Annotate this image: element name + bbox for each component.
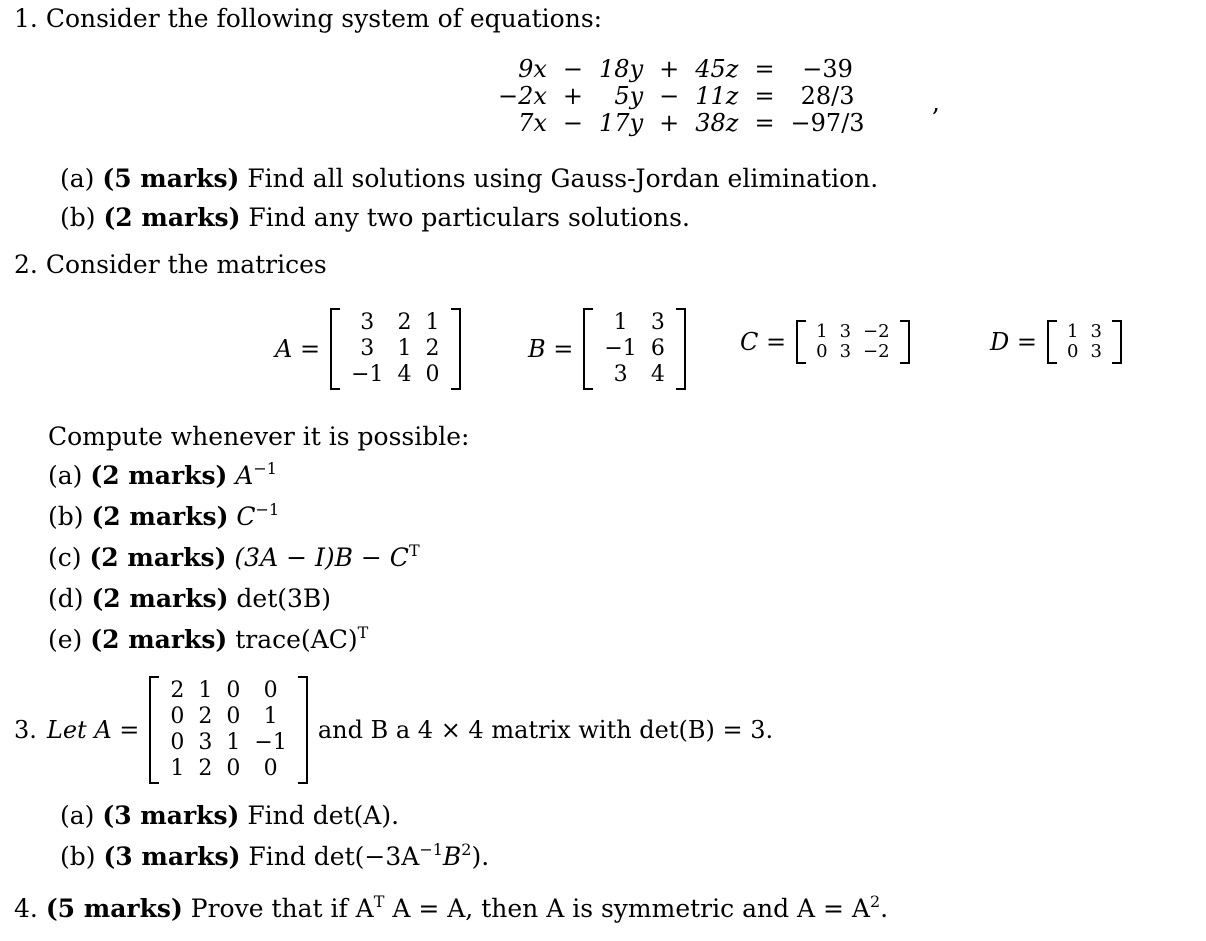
question-1-heading (14, 6, 602, 31)
matrix-entry: 3 (839, 321, 852, 342)
part-label: (b) (48, 502, 84, 531)
equation-cell: = (754, 55, 775, 83)
matrix-entry: 0 (816, 341, 828, 362)
part-label: (e) (48, 625, 83, 654)
part-text: Find det(A). (247, 801, 400, 830)
part-text: ). (471, 842, 490, 871)
question-2a (48, 459, 277, 490)
question-intro: Consider the following system of equations: (45, 4, 603, 33)
matrix-row (163, 704, 293, 730)
matrix-entry: 3 (1090, 341, 1102, 362)
matrix-entry: 0 (263, 678, 278, 703)
question-4 (14, 892, 889, 923)
part-text: Find any two particulars solutions. (248, 203, 690, 232)
matrix-entry: 1 (425, 310, 440, 335)
matrix-row (810, 322, 895, 342)
equation-cell: −39 (802, 55, 853, 83)
equation-cell: = (754, 109, 775, 137)
matrix-label: A = (275, 335, 321, 363)
question-3b (60, 840, 490, 871)
part-label: (b) (60, 203, 96, 232)
question-number: 1. (14, 4, 38, 33)
question-2d (48, 586, 331, 611)
part-marks: (3 marks) (102, 801, 240, 830)
equation-table (490, 56, 873, 137)
matrix-row (597, 336, 671, 362)
part-superscript: T (408, 541, 420, 560)
equation-row (490, 83, 873, 110)
question-intro: Consider the matrices (45, 250, 327, 279)
question-1b (60, 205, 690, 230)
part-text: Find all solutions using Gauss-Jordan elimination. (247, 164, 879, 193)
part-label: (a) (60, 164, 95, 193)
matrix-entry: 3 (613, 362, 628, 387)
equation-cell: 17y (599, 109, 644, 137)
equation-row (490, 56, 873, 83)
equation-cell: −2x (498, 82, 547, 110)
part-expression: trace(AC) (235, 625, 358, 654)
part-superscript: T (373, 892, 385, 911)
part-expression: (3A − I)B − C (234, 543, 409, 572)
equation-system (490, 56, 873, 137)
matrix-a-table (344, 310, 446, 388)
matrix-label: C = (740, 328, 787, 356)
equation-cell: 28/3 (800, 82, 855, 110)
equation-cell: + (659, 109, 680, 137)
matrix-entry: 3 (198, 730, 213, 755)
part-expression: C (236, 502, 256, 531)
part-marks: (2 marks) (89, 543, 227, 572)
equation-cell: + (562, 82, 584, 110)
question-3-condition: and B a 4 × 4 matrix with det(B) = 3. (317, 716, 774, 744)
matrix-row (1061, 342, 1108, 362)
matrix-entry: 2 (170, 678, 185, 703)
matrix-label: D = (990, 328, 1037, 356)
equation-cell: 11z (695, 82, 739, 110)
matrix-entry: 0 (170, 730, 185, 755)
matrix-row (597, 362, 671, 388)
equation-cell: −97/3 (790, 109, 865, 137)
part-label: (a) (60, 801, 95, 830)
matrix-row (344, 362, 446, 388)
matrix-c-table (810, 322, 895, 362)
matrix-entry: 1 (226, 730, 241, 755)
equation-cell: − (562, 109, 584, 137)
equation-cell: − (562, 55, 584, 83)
let-statement: Let A = (46, 716, 140, 744)
matrix-a (275, 308, 461, 390)
matrix-entry: 2 (198, 756, 213, 781)
question-3-heading (14, 676, 783, 784)
matrix-entry: 0 (226, 678, 241, 703)
part-text: Prove that if A (190, 894, 374, 923)
matrix-label: B = (528, 335, 574, 363)
part-marks: (2 marks) (91, 502, 229, 531)
question-2c (48, 541, 420, 572)
matrix-c (740, 320, 910, 364)
matrix-entry: 1 (1066, 321, 1079, 342)
matrix-entry: 4 (397, 362, 412, 387)
part-marks: (2 marks) (91, 584, 229, 613)
equation-cell: = (754, 82, 775, 110)
part-superscript: 2 (869, 892, 881, 911)
matrix-entry: 3 (839, 341, 852, 362)
part-marks: (5 marks) (45, 894, 183, 923)
question-3a (60, 803, 399, 828)
part-superscript: −1 (253, 459, 277, 478)
part-text: B (442, 842, 462, 871)
matrix-d-table (1061, 322, 1108, 362)
equation-cell: 9x (518, 55, 547, 83)
part-text: A = A, then A is symmetric and A = A (392, 894, 870, 923)
part-superscript: T (357, 623, 369, 642)
matrix-entry: 1 (613, 310, 628, 335)
equation-row (490, 110, 873, 137)
part-expression: A (235, 461, 254, 490)
equation-cell: 5y (614, 82, 644, 110)
matrix-row (344, 336, 446, 362)
matrix-entry: 0 (425, 362, 440, 387)
matrix-entry: 3 (360, 310, 375, 335)
matrix-entry: 0 (170, 704, 185, 729)
matrix-3a-table (163, 678, 293, 782)
matrix-row (810, 342, 895, 362)
equation-cell: − (659, 82, 680, 110)
matrix-entry: 6 (650, 336, 665, 361)
part-marks: (2 marks) (90, 461, 228, 490)
matrix-entry: 1 (397, 336, 412, 361)
part-marks: (5 marks) (102, 164, 240, 193)
question-2-heading (14, 252, 327, 277)
matrix-entry: 4 (650, 362, 665, 387)
matrix-entry: −2 (863, 321, 890, 342)
equation-cell: 18y (599, 55, 644, 83)
part-label: (b) (60, 842, 96, 871)
question-number: 3. (14, 716, 37, 744)
matrix-row (1061, 322, 1108, 342)
matrix-entry: 2 (397, 310, 412, 335)
matrix-row (163, 678, 293, 704)
matrix-entry: 0 (1066, 341, 1079, 362)
matrix-entry: 3 (650, 310, 665, 335)
matrix-entry: 1 (263, 704, 278, 729)
part-text: Find det(−3A (248, 842, 420, 871)
part-superscript: −1 (419, 840, 443, 859)
matrix-entry: 0 (226, 756, 241, 781)
question-1a (60, 166, 878, 191)
matrix-entry: −2 (863, 341, 890, 362)
matrix-b-table (597, 310, 671, 388)
system-comma: , (932, 88, 940, 117)
matrix-entry: 3 (360, 336, 375, 361)
matrix-entry: −1 (254, 730, 287, 755)
question-number: 4. (14, 894, 38, 923)
question-2b (48, 500, 280, 531)
equation-cell: 38z (695, 109, 739, 137)
matrix-entry: 3 (1090, 321, 1102, 342)
part-superscript: −1 (255, 500, 280, 519)
matrix-entry: 1 (198, 678, 213, 703)
matrix-row (344, 310, 446, 336)
equation-cell: + (659, 55, 680, 83)
part-superscript: 2 (461, 840, 472, 859)
matrix-row (597, 310, 671, 336)
matrix-b (528, 308, 686, 390)
part-marks: (2 marks) (90, 625, 228, 654)
matrix-entry: 1 (170, 756, 185, 781)
part-label: (a) (48, 461, 83, 490)
matrix-entry: 2 (425, 336, 440, 361)
matrix-entry: −1 (351, 362, 384, 387)
question-number: 2. (14, 250, 38, 279)
question-2e (48, 623, 369, 654)
matrix-row (163, 730, 293, 756)
matrix-entry: 2 (198, 704, 213, 729)
equation-cell: 7x (518, 109, 547, 137)
compute-instruction: Compute whenever it is possible: (48, 422, 470, 451)
part-marks: (3 marks) (103, 842, 241, 871)
matrix-entry: 1 (816, 321, 828, 342)
matrix-entry: 0 (263, 756, 278, 781)
matrix-d (990, 320, 1122, 364)
equation-cell: 45z (695, 55, 739, 83)
part-marks: (2 marks) (103, 203, 241, 232)
part-text: . (880, 894, 889, 923)
matrix-row (163, 756, 293, 782)
matrix-entry: −1 (604, 336, 637, 361)
part-label: (d) (48, 584, 84, 613)
part-label: (c) (48, 543, 82, 572)
part-expression: det(3B) (236, 584, 332, 613)
matrix-entry: 0 (226, 704, 241, 729)
